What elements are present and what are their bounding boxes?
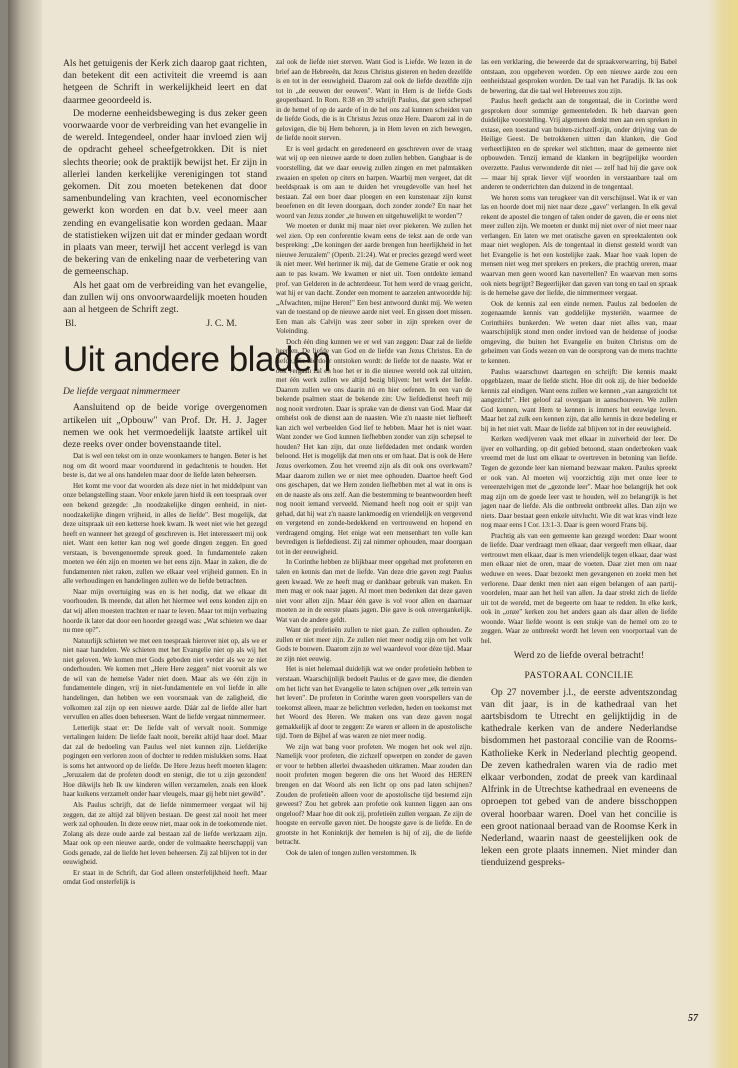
section-title: PASTORAAL CONCILIE [524, 670, 634, 681]
intro-paragraph: Als het gaat om de verbreiding van het evangelie, dan zullen wij ons onvoorwaardelijk moeten houden aan al hetgeen de Schrift zegt. [63, 279, 267, 316]
column-left [63, 58, 331, 889]
body-paragraph: Dat is wel een tekst om in onze woonkamers te hangen. Beter is het nog om dit woord maar voortdurend in gedachtenis te houden. Het beste is, dat we al ons handelen maar door de liefde laten beheersen. [63, 452, 267, 480]
body-paragraph: Want de profetieën zullen te niet gaan. Ze zullen ophouden. Ze zullen er niet meer zijn. Ze zullen niet meer nodig zijn om het volk Gods te bouwen. Daarom zijn ze wel waardevol voor déze tijd. Maar ze zijn niet eeuwig. [276, 626, 472, 663]
signature-left: Bl. [65, 318, 77, 330]
body-paragraph: Paulus waarschuwt daartegen en schrijft: Die kennis maakt opgeblazen, maar de liefde sticht. Hoe dit ook zij, de hier bedoelde kennis zal eindigen. Want eens zullen we kennen „van aangezicht tot aangezicht". Het geloof zal overgaan in aanschouwen. We zullen God kennen, want Hem te kennen is immers het eeuwige leven. Maar het zal zulk een kennen zijn, dat alle kennis in deze bedeling er bij in het niet valt. Maar de liefde zal blijven tot in der eeuwigheid. [481, 367, 677, 433]
body-paragraph: Ook de kennis zal een einde nemen. Paulus zal bedoelen de zogenaamde kennis van goddelijke mysteriën, waarmee de Corinthiërs bunkerden. We weten daar niet alles van, maar waarschijnlijk stond men onder invloed van de heidense of joodse omgeving, die buiten het Evangelie en buiten Christus om de geheimen van Gods wezen en van de oorsprong van de mens trachtte te kennen. [481, 299, 677, 365]
article-signature [63, 318, 267, 330]
body-paragraph: Paulus heeft gedacht aan de tongentaal, die in Corinthe werd gesproken door sommige gemeenteleden. Ik heb daarvan geen duidelijke voorstelling. Vrij algemeen denkt men aan een spreken in extase, een toestand van buiten-zichzelf-zijn, onder drijving van de Heilige Geest. De betrokkenen uitten dan klanken, die God verheerlijkten en de spreker wel stichtten, maar de gemeente niet opbouwden. Tenzij iemand de klanken in begrijpelijke woorden overzette. Paulus verwonderde dit niet — zelf had hij die gave ook — maar hij sprak liever vijf woorden in verstaanbare taal om anderen te onderrichten dan duizend in de tongentaal. [481, 97, 677, 192]
body-paragraph: Ook de talen of tongen zullen verstommen. Ik [286, 848, 417, 857]
signature-right: J. C. M. [206, 318, 237, 330]
page-gutter [8, 0, 42, 1068]
intro-paragraph: De moderne eenheidsbeweging is dus zeker geen voorwaarde voor de verbreiding van het evangelie in de wereld. Integendeel, onder haar invloed zien wij de opdracht geheel scheefgetrokken. Dit is niet slechts theorie; ook de praktijk bewijst het. Er zijn in allerlei landen kerkelijke verenigingen tot stand gekomen. Dit zou moeten betekenen dat door samenbundeling van krachten, veel economischer gewerkt kon worden en dat b.v. veel meer aan zending en evangelisatie kon worden gedaan. Maar de statistieken wijzen uit dat er minder gedaan wordt in plaats van meer, terwijl het accent verlegd is van de bekering van de enkeling naar de verbetering van de gemeenschap. [63, 107, 267, 278]
section-paragraph: Op 27 november j.l., de eerste adventszondag van dit jaar, is in de kathedraal van het aartsbisdom te Utrecht en gelijktijdig in de kathedrale kerken van de andere Nederlandse bisdommen het pastoraal concilie van de Rooms-Katholieke Kerk in Nederland plechtig geopend. De zeven kathedralen waren via de radio met elkaar verbonden, zodat de preek van kardinaal Alfrink in de Utrechtse kathedraal en eveneens de oproepen tot gebed van de andere bisschoppen overal hoorbaar waren. Doel van het concilie is een groot nationaal beraad van de Roomse Kerk in Nederland, waarin naast de geestelijken ook de leken een grote plaats innemen. Niet minder dan tienduizend gespreks- [481, 686, 677, 869]
closing-line: Werd zo de liefde overal betracht! [513, 650, 645, 662]
body-paragraph: Doch één ding kunnen we er wel van zeggen: Daar zal de liefde heersen. De liefde van God en de liefde van Jezus Christus. En de liefde, die hierdoor ontstoken wordt: de liefde tot de naaste. Wat er ook vergaan zal en hoe het er in die nieuwe wereld ook zal uitzien, met één werk zullen we altijd bezig blijven: het werk der liefde. Daarom zullen we ons daarin nú en hier oefenen. In een van de bekende psalmen staat de bekende zin: Uw liefdedienst heeft mij nog nooit verdroten. Daar is sprake van de dienst van God. Maar dat omhelst ook de dienst aan de naasten. Wie z'n naaste niet liefheeft kan zich wel verbeelden God lief te hebben. Maar het is niet waar. Want zonder we God kunnen liefhebben zonder van zijn schepsel te houden? Het kan zijn, dat onze liefdedaden met ondank worden beloond. Het is mogelijk dat men ons er om haat. Dat is ook de Here Jezus overkomen. Zou het vreemd zijn als dit ook ons overkwam? Maar daarom zullen we er niet mee ophouden. Daartoe heeft God ons geschapen, dat we Hem zonden liefhebben met al wat in ons is en de naaste als ons zelf. Aan die bestemming te beantwoorden heeft nog nooit iemand verveeld. Niemand heeft nog ooit er spijt van gehad, dat hij wat z'n naaste lankmoedig en vriendelijk en vergevend en vergetend en zonde-bedekkend en vertrouwend en hopend en verdragend omging. Het enige wat een mensenhart ten volle kan bevredigen is liefdedienst. Zij zal nimmer ophouden, maar doorgaan tot in der eeuwigheid. [276, 337, 472, 556]
lead-paragraph: Aansluitend op de beide vorige overgenomen artikelen uit „Opbouw" van Prof. Dr. H. J. Jager nemen we ook het vermoedelijk laatste artikel uit deze reeks over onder bovenstaande titel. [63, 402, 267, 451]
body-paragraph: las een verklaring, die beweerde dat de spraakverwarring, bij Babel ontstaan, zou opgeheven worden. Op een nieuwe aarde zou een eenheidstaal gesproken worden. De taal van het Paradijs. Ik las ook de bewering, dat die taal wel Hebreeuws zou zijn. [481, 58, 677, 95]
page-number: 57 [688, 1013, 698, 1024]
body-paragraph: We moeten er dunkt mij maar niet over piekeren. We zullen het wel zien. Op een conferentie kwam eens de tekst aan de orde van bespreking: „De koningen der aarde brengen hun heerlijkheid in het nieuwe Jeruzalem" (Openb. 21:24). Wat er precies gezegd werd weet ik niet meer. Wel herinner ik mij, dat de Gemene Gratie er ook nog aan te pas kwam. We kwamen er niet uit. Toen ontdekte iemand prof. van Gelderen in de achterdeeur. Tot hem werd de vraag gericht, wat hij er van dacht. Zonder een moment te aarzelen antwoordde hij: „Afwachten, mijne Heren!" Een best antwoord dunkt mij. We weten van de toestand op de nieuwe aarde niet veel. En gissen doet missen. Een man als Calvijn was zeer sober in zijn spreken over de Voleinding. [276, 222, 472, 336]
body-paragraph: We zijn wat bang voor profeten. We mogen het ook wel zijn. Namelijk voor profeten, die zichzelf opwerpen en zonder de gaven er voor te hebben allerlei dwaasheden uitkramen. Maar zouden dan nooit profeten mogen begeren die ons het Woord des HEREN brengen en dat Woord als een licht op ons pad laten schijnen? Zouden de profetieën alleen voor de apostolische tijd bestemd zijn geweest? Zou het gebrek aan profetie ook kunnen liggen aan ons ongeloof? Maar hoe dit ook zij, profetieën zullen vergaan. Ze zijn de hoogste en eervolle gaven niet. De hoogste gave is de liefde. En de grootste in het Koninkrijk der hemelen is hij of zij, die de liefde betracht. [276, 742, 472, 847]
body-paragraph: Als Paulus schrijft, dat de liefde nimmermeer vergaat wil hij zeggen, dat ze altijd zal blijven bestaan. De geest zal nooit het meer werk zal ophouden. In deze eeuw niet, maar ook in de toekomende niet. Zolang als deze oude aarde zal bestaan zal de liefde werkzaam zijn. Maar ook op een nieuwe aarde, onder de volmaakte heerschappij van Gods genade, zal de liefde het leven beheersen. Zij zal blijven tot in der eeuwigheid. [63, 800, 267, 867]
body-paragraph: Prachtig als van een gemeente kan gezegd worden: Daar woont de liefde. Daar verdraagt men elkaar, daar vergeeft men elkaar, daar vertrouwt men elkaar, daar is men vriendelijk tegen elkaar, daar wast men elkaar niet de oren, maar de voeten. Daar ziet men om naar weduwe en wees. Daar bezoekt men gevangenen en zoekt men het verlorene. Daar denkt men niet aan eigen belangen of aan partij-voordelen, maar aan het heil van allen. Ja daar strekt zich de liefde uit tot de wereld, met de begeerte om haar te redden. In elke kerk, ook in „onze" kerken zou het anders gaan als daar allen de liefde woonde. Waar liefde woont is een stukje van de hemel om zo te zeggen. Waar ze ontbreekt wordt het leven een voorportaal van de hel. [481, 531, 677, 645]
body-paragraph: Letterlijk staat er: De liefde valt of vervalt nooit. Sommige vertalingen luiden: De liefde faalt nooit, bereikt altijd haar doel. Maar dat zal de bedoeling van Paulus wel niet kunnen zijn. Liefderijke pogingen een verloren zoon of dochter te redden mislukken soms. Haat is soms het antwoord op de liefde. De Here Jezus heeft moeten klagen: „Jeruzalem dat de profeten doodt en stenigt, die tot u zijn gezonden! Hoe dikwijls heb Ik uw kinderen willen verzamelen, zoals een kloek haar kuikens verzamelt onder haar vleugels, maar gij hebt niet gewild". [63, 723, 267, 799]
body-paragraph: Er is veel gedacht en geredeneerd en geschreven over de vraag wat wij op een nieuwe aarde te doen zullen hebben. Gangbaar is de voorstelling, dat we daar eeuwig zullen zingen en met palmtakken zwaaien en spelen op citers en harpen. Waarbij men vergeet, dat dit beeldspraak is om aan te duiden het vreugdevolle van heel het bestaan. Zal een boer daar ploegen en een kunstenaar zijn kunst beoefenen en dit leven doorgaan, doch zonder zonde? En naar het woord van Jezus zonder „te huwen en uitgehuwelijkt te worden"? [276, 144, 472, 220]
body-paragraph: Naar mijn overtuiging was en is het nodig, dat we elkaar dit voorhouden. Ik meende, dat allen het hiermee wel eens konden zijn en dat wij allen moesten trachten er naar te leven. Maar tot mijn verbazing hoorde ik later dat door een hoorder gezegd was: „Wat schieten we daar nu mee op?". [63, 587, 267, 635]
body-paragraph: Er staat in de Schrift, dat God alleen onsterfelijkheid heeft. Maar omdat God onsterfelijk is [63, 868, 267, 887]
body-paragraph: zal ook de liefde niet sterven. Want God is Liefde. We lezen in de brief aan de Hebreeën, dat Jezus Christus gisteren en heden dezelfde is en tot in der eeuwigheid. Daarom zal ook de liefde dezelfde zijn tot in „de eeuwen der eeuwen". Want in Hem is de liefde Gods geopenbaard. In Rom. 8:38 en 39 schrijft Paulus, dat geen schepsel in de hemel of op de aarde of in de hel ons zal kunnen scheiden van de liefde Gods, die is in Christus Jezus onze Here. Daarom zal in de gelovigen, die bij Hem behoren, ja in Hem leven en zich bewegen, de liefde nooit sterven. [276, 58, 472, 143]
body-paragraph: Natuurlijk schieten we met een toespraak hierover niet op, als we er niet naar handelen. We schieten met het Evangelie niet op als wij het niet geloven. We komen met Gods geboden niet verder als we ze niet onderhouden. We komen met „Here Here zeggen" niet vooruit als we de wil van de hemelse Vader niet doen. Maar als we één zijn in fundamentele dingen, vrij in niet-fundamentele en vol liefde in alle handelingen, dan hebben we een voorsmaak van de zaligheid, die volkomen zal zijn op een nieuwe aarde. Dáár zal de liefde aller hart vervullen en alles doen beheersen. Want de liefde vergaat nimmermeer. [63, 636, 267, 722]
intro-paragraph: Als het getuigenis der Kerk zich daarop gaat richten, dan betekent dit een activiteit die vreemd is aan hetgeen de Schrift in werkelijkheid leert en dat daarmee geoordeeld is. [63, 58, 267, 106]
column-middle [276, 58, 472, 859]
body-paragraph: We horen soms van terugkeer van dit verschijnsel. Wat ik er van las en hoorde doet mij niet naar deze „gave" verlangen. In elk geval rekent de apostel die tongen of talen onder de gaven, die er eens niet meer zullen zijn. We moeten er dunkt mij niet over of niet meer naar verlangen. En laten we met oratische gaven en spreektalenten ook maar niet weglopen. Als de tongentaal in dienst gesteld wordt van het Evangelie is het een kostelijke zaak. Maar hoe vaak lopen de mensen niet weg met sprekers en prekers, die prachtig oreren, maar waarvan men geen woord kan navertellen? En waarvan men soms ook niets begrijpt? Begeerlijker dan gaven van tong en taal en spraak is de hemelse gave der liefde, die nimmermeer vergaat. [481, 193, 677, 298]
body-paragraph: Het komt me voor dat woorden als deze niet in het middelpunt van onze belangstelling staan. Voor enkele jaren hield ik een toespraak over een bekend gezegde: „In noodzakelijke dingen eenheid, in niet-noodzakelijke dingen vrijheid, in alles de liefde". Best mogelijk, dat deze uitspraak uit een ketterse hoek kwam. Ik weet niet wie het gezegd heeft en wanneer het gezegd of geschreven is. Het interesseert mij ook niet. Want een ketter kan nog wel goede dingen zeggen. En goed verstaan, is bovengenoemde spreuk goed. In fundamentele zaken moeten we één zijn en moeten we het eens zijn. Maar in zaken, die de fundamenten niet raken, zullen we elkaar veel vrijheid gunnen. En in alle verhoudingen en handelingen zullen we de liefde betrachten. [63, 481, 267, 586]
article-subheading: De liefde vergaat nimmermeer [63, 386, 181, 398]
body-paragraph: In Corinthe hebben ze blijkbaar meer opgehad met profeteren en talen en kennis dan met de liefde. Van deze drie gaven zegt Paulus geen kwaad. We ze heeft mag er dankbaar gebruik van maken. En men mag er ook naar jagen. Al moet men bedenken dat deze gaven niet voor allen zijn. Maar één gave is vol voor allen en daarnaar moeten ze in de eerste plaats jagen. Die gave is ook onvergankelijk. Wat van de andere geldt. [276, 558, 472, 624]
body-paragraph: Het is niet helemaal duidelijk wat we onder profetieën hebben te verstaan. Waarschijnlijk bedoelt Paulus er de gave mee, die dienden om het licht van het Evangelie te laten schijnen over „elk terrein van het leven". De profeten in Corinthe waren geen voorspellers van de toekomst alleen, maar ze belichtten verleden, heden en toekomst met het Woord des Heren. We maken ons van deze gaven nogal gemakkelijk af door te zeggen: Ze waren er alleen in de apostolische tijd. Toen de Bijbel af was waren ze niet meer nodig. [276, 665, 472, 741]
page-edge [708, 0, 738, 1068]
magazine-page [8, 0, 738, 1068]
section-headline: Uit andere bladen [63, 340, 331, 380]
body-paragraph: Kerken wedijveren vaak met elkaar in zuiverheid der leer. De ijver en volharding, op dit gebied betoond, staan onderbroken vaak vreemd met de lust om elkaar te overtreven in betoning van liefde. Tegen de gezonde leer kan niemand bezwaar maken. Paulus spreekt er ook van. Al moeten wij voorzichtig zijn met onze leer te vereenzelvigen met de „gezonde leer". Maar hoe belangrijk het ook mag zijn om de goede leer vast te houden, wèl zo belangrijk is het jagen naar de liefde. Als die ontbreekt ontbreekt alles. Dan zijn we niets. Daar bestaat geen enkele uitvlucht. Wie dit wat kras vindt leze nog maar eens I Cor. 13:1-3. Daar is geen woord Frans bij. [481, 435, 677, 530]
column-right [481, 58, 677, 871]
